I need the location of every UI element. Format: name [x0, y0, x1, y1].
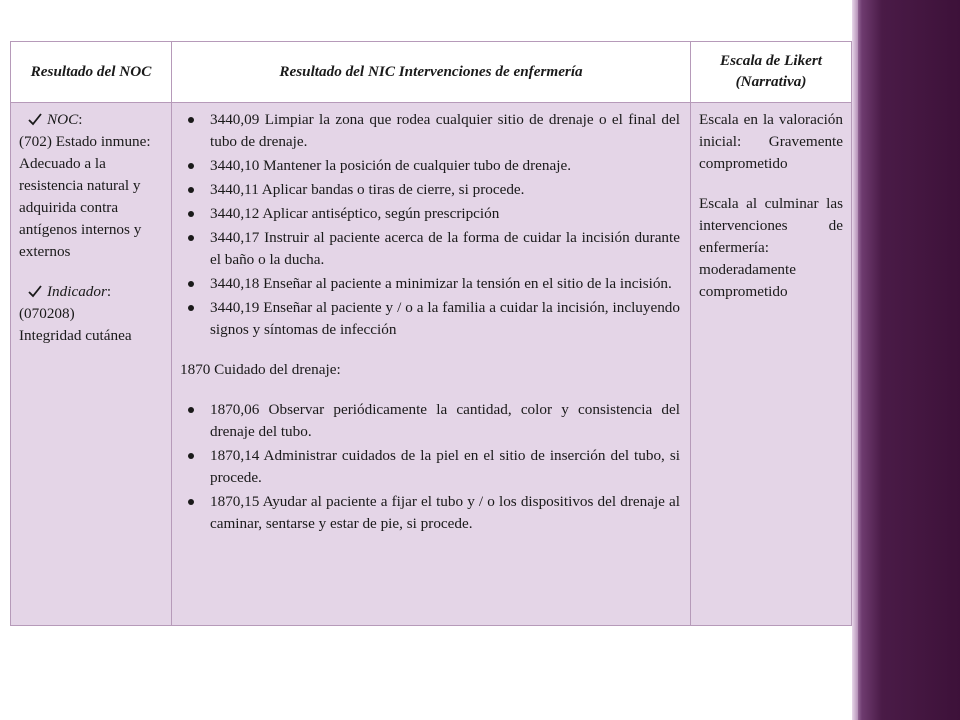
bullet-icon: [188, 235, 194, 241]
header-noc: Resultado del NOC: [11, 42, 172, 103]
bullet-icon: [188, 211, 194, 217]
header-row: [11, 42, 852, 103]
list-item-text: 1870,06 Observar periódicamente la cantidad, color y consistencia del drenaje del tubo.: [210, 401, 680, 440]
noc-cell: [11, 103, 172, 626]
list-item-text: 3440,17 Instruir al paciente acerca de la forma de cuidar la incisión durante el baño o la ducha.: [210, 229, 680, 268]
list-item: [180, 445, 680, 489]
list-item-text: 3440,18 Enseñar al paciente a minimizar la tensión en el sitio de la incisión.: [210, 275, 672, 292]
indicator-label-line: [19, 281, 166, 303]
bullet-icon: [188, 407, 194, 413]
nursing-care-table: [10, 41, 852, 626]
header-likert: Escala de Likert (Narrativa): [691, 42, 852, 103]
bullet-icon: [188, 281, 194, 287]
list-item: [180, 399, 680, 443]
list-item: [180, 227, 680, 271]
content-row: [11, 103, 852, 626]
drainage-subheading: 1870 Cuidado del drenaje:: [180, 361, 341, 378]
spacer: [19, 263, 166, 281]
list-item: [180, 273, 680, 295]
header-nic: Resultado del NIC Intervenciones de enfermería: [172, 42, 691, 103]
decorative-side-band: [852, 0, 960, 720]
noc-label-line: [19, 109, 166, 131]
nic-cell: [172, 103, 691, 626]
list-item: [180, 155, 680, 177]
likert-initial: Escala en la valoración inicial: Gravemente comprometido: [699, 111, 843, 172]
list-item: [180, 109, 680, 153]
noc-code: (702) Estado inmune:: [19, 133, 151, 150]
list-item: [180, 491, 680, 535]
nic-list-incision: [180, 109, 680, 341]
indicator-description: Integridad cutánea: [19, 327, 132, 344]
list-item: [180, 203, 680, 225]
indicator-colon: :: [106, 283, 112, 300]
list-item-text: 3440,10 Mantener la posición de cualquier tubo de drenaje.: [210, 157, 572, 174]
bullet-icon: [188, 117, 194, 123]
noc-colon: :: [78, 111, 83, 128]
bullet-icon: [188, 453, 194, 459]
spacer: [699, 175, 843, 193]
noc-label: NOC: [47, 111, 79, 128]
indicator-label: Indicador: [47, 283, 107, 300]
list-item-text: 1870,15 Ayudar al paciente a fijar el tubo y / o los dispositivos del drenaje al caminar, sentarse y estar de pie, si procede.: [210, 493, 680, 532]
indicator-code: (070208): [19, 305, 75, 322]
bullet-icon: [188, 187, 194, 193]
list-item: [180, 179, 680, 201]
list-item-text: 1870,14 Administrar cuidados de la piel en el sitio de inserción del tubo, si procede.: [210, 447, 680, 486]
check-icon: [28, 285, 42, 298]
side-band-highlight: [852, 0, 858, 720]
noc-description: Adecuado a la resistencia natural y adquirida contra antígenos internos y externos: [19, 155, 142, 260]
bullet-icon: [188, 499, 194, 505]
likert-cell: [691, 103, 852, 626]
list-item: [180, 297, 680, 341]
bullet-icon: [188, 163, 194, 169]
list-item-text: 3440,19 Enseñar al paciente y / o a la familia a cuidar la incisión, incluyendo signos y síntomas de infección: [210, 299, 680, 338]
list-item-text: 3440,11 Aplicar bandas o tiras de cierre, si procede.: [210, 181, 525, 198]
check-icon: [28, 113, 42, 126]
list-item-text: 3440,12 Aplicar antiséptico, según prescripción: [210, 205, 500, 222]
bullet-icon: [188, 305, 194, 311]
list-item-text: 3440,09 Limpiar la zona que rodea cualquier sitio de drenaje o el final del tubo de drenaje.: [210, 111, 680, 150]
nic-list-drainage: [180, 399, 680, 535]
likert-final: Escala al culminar las intervenciones de enfermería: moderadamente comprometido: [699, 195, 843, 300]
